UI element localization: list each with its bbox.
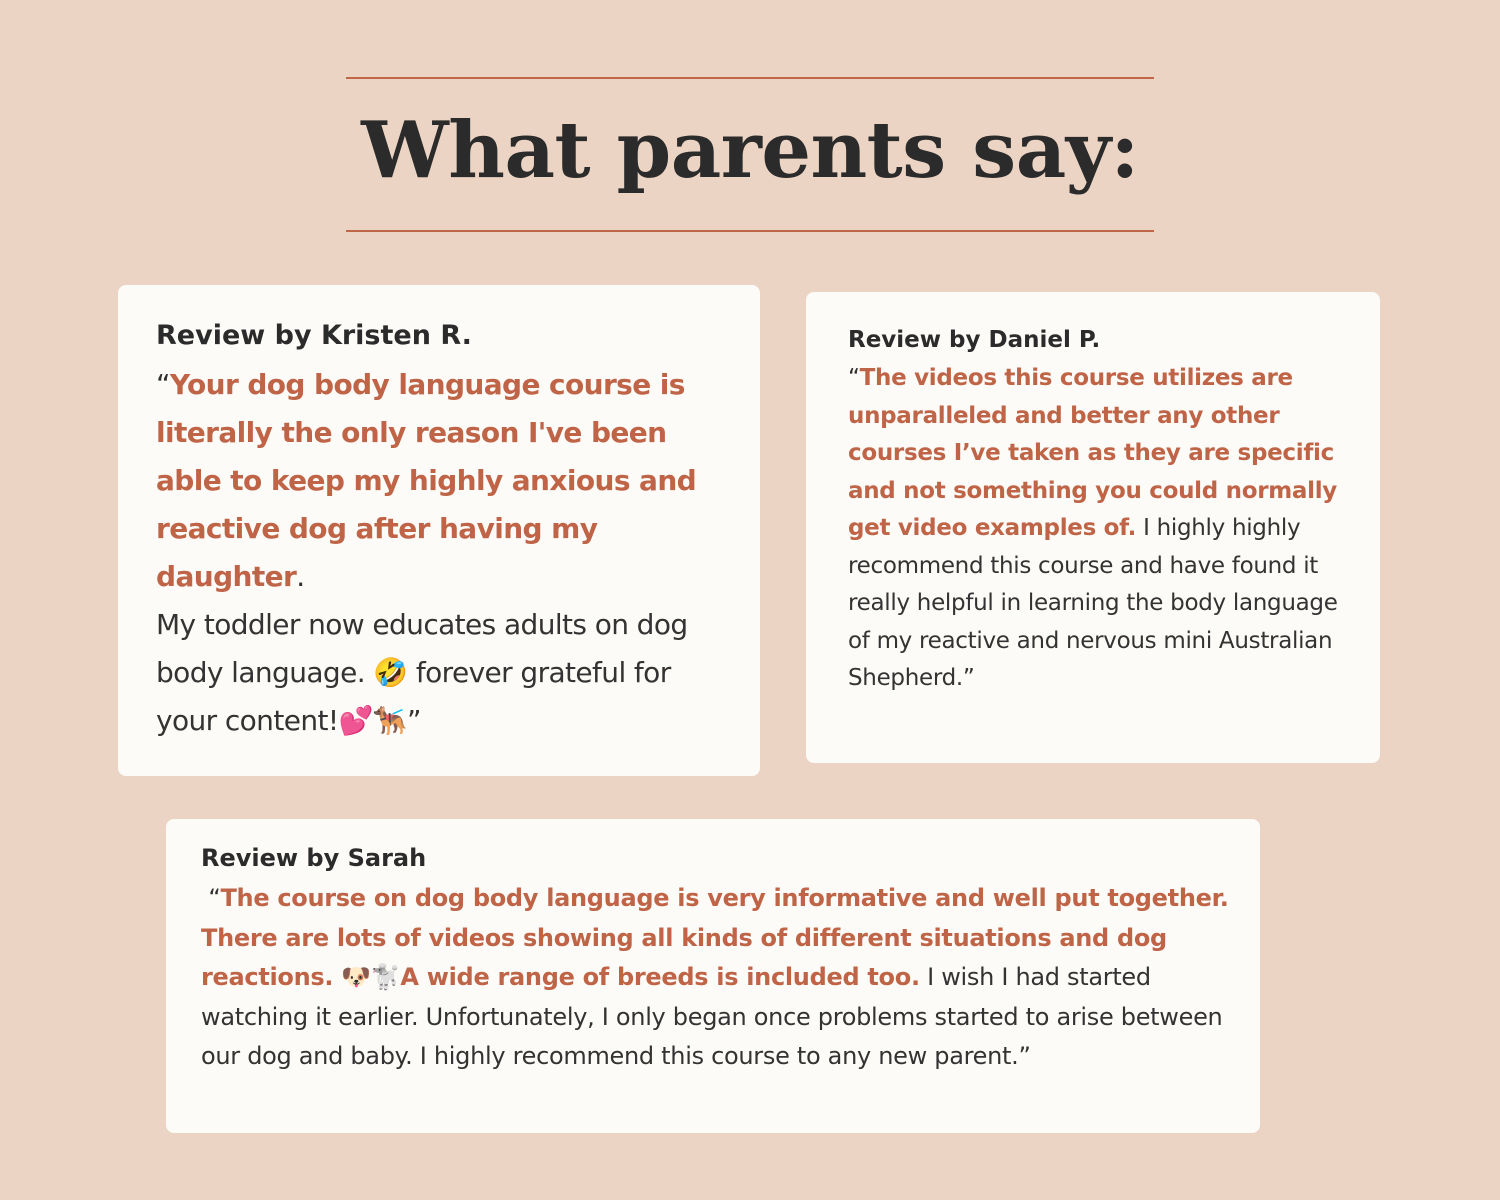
review-card-kristen: [118, 285, 760, 776]
review-text: [156, 361, 730, 745]
reviewer-name: Review by Kristen R.: [156, 320, 472, 351]
review-body: I wish I had started watching it earlier. Unfortunately, I only began once problems started to arise between our dog and baby. I highly recommend this course to any new parent.”: [201, 963, 1223, 1070]
title-bottom-rule: [346, 230, 1154, 232]
open-quote: “: [848, 365, 860, 391]
review-body: I highly highly recommend this course and have found it really helpful in learning the body language of my reactive and nervous mini Australian Shepherd.”: [848, 515, 1338, 691]
review-highlight: The course on dog body language is very informative and well put together. There are lots of videos showing all kinds of different situations and dog reactions. 🐶🐩A wide range of breeds is included too.: [201, 884, 1229, 991]
reviewer-name: Review by Daniel P.: [848, 327, 1101, 353]
review-punctuation: .: [296, 560, 305, 593]
review-highlight: The videos this course utilizes are unparalleled and better any other courses I’ve taken as they are specific and not something you could normally get video examples of.: [848, 365, 1338, 541]
review-body: My toddler now educates adults on dog body language. 🤣 forever grateful for your content!💕🐕‍🦺”: [156, 608, 688, 737]
review-text: [201, 879, 1230, 1077]
review-text: [848, 360, 1350, 698]
reviewer-name: Review by Sarah: [201, 844, 427, 872]
title-top-rule: [346, 77, 1154, 79]
review-card-sarah: [166, 819, 1260, 1133]
page-title: What parents say:: [361, 105, 1139, 196]
review-highlight: Your dog body language course is literally the only reason I've been able to keep my highly anxious and reactive dog after having my daughter: [156, 368, 697, 593]
review-card-daniel: [806, 292, 1380, 763]
open-quote: “: [156, 368, 170, 401]
open-quote: “: [201, 884, 221, 912]
